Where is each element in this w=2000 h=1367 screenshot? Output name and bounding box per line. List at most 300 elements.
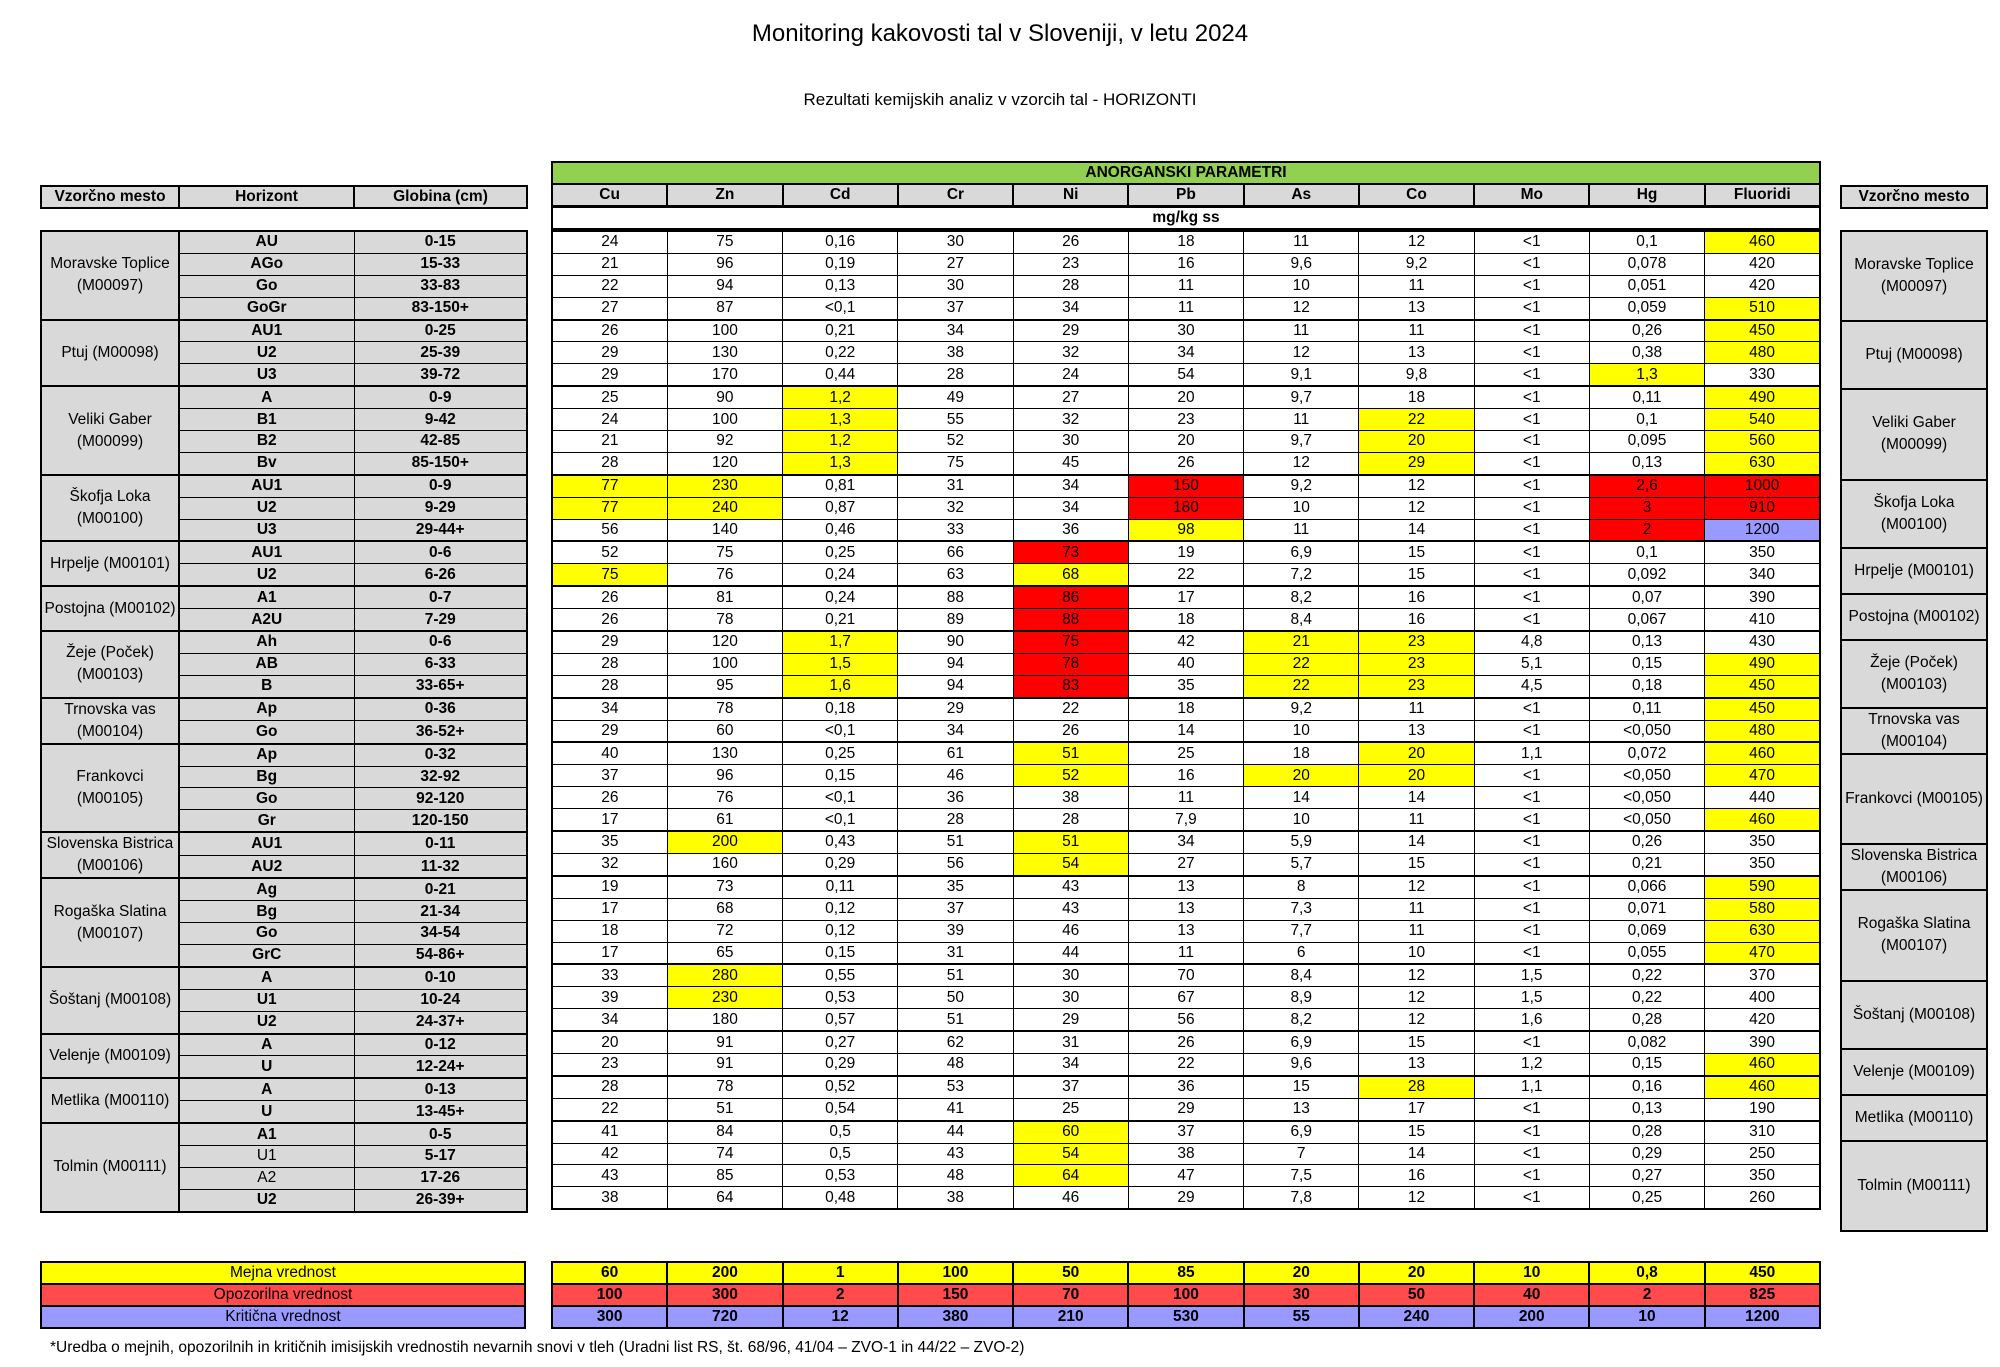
value-as: 9,6 [1244,1053,1359,1075]
unit-label: mg/kg ss [552,207,1820,229]
value-as: 11 [1244,409,1359,431]
horizon-cell: B1 [179,409,354,431]
value-pb: 42 [1128,631,1243,653]
value-cr: 44 [898,1121,1013,1143]
value-ni: 25 [1013,1098,1128,1120]
value-co: 16 [1359,609,1474,631]
value-ni: 60 [1013,1121,1128,1143]
value-cr: 38 [898,342,1013,364]
value-hg: 0,095 [1589,431,1704,453]
value-pb: 22 [1128,564,1243,586]
value-cu: 35 [552,831,667,853]
site-row [41,631,527,653]
horizon-cell: Bg [179,901,354,923]
value-ni: 32 [1013,342,1128,364]
value-pb: 26 [1128,452,1243,474]
value-fluoridi: 580 [1705,898,1820,920]
value-ni: 26 [1013,720,1128,742]
footnote: *Uredba o mejnih, opozorilnih in kritičnih imisijskih vrednostih nevarnih snovi v tleh (Uradni list RS, št. 68/96, 41/04 – ZVO-1 in 44/22 – ZVO-2) [50,1339,1025,1356]
value-mo: <1 [1474,876,1589,898]
value-fluoridi: 460 [1705,809,1820,831]
value-co: 9,2 [1359,253,1474,275]
value-cu: 28 [552,452,667,474]
value-mo: 1,2 [1474,1053,1589,1075]
depth-cell: 24-37+ [354,1011,527,1033]
depth-cell: 11-32 [354,855,527,878]
value-hg: 0,29 [1589,1143,1704,1165]
value-hg: 0,38 [1589,342,1704,364]
depth-cell: 36-52+ [354,721,527,744]
value-co: 15 [1359,853,1474,875]
site-name: Velenje (M00109) [41,1034,179,1079]
value-ni: 34 [1013,497,1128,519]
site-name: Žeje (Poček) (M00103) [41,631,179,698]
value-hg: 0,066 [1589,876,1704,898]
data-row [552,231,1820,253]
value-pb: 37 [1128,1121,1243,1143]
legend-value-fluoridi: 825 [1705,1284,1820,1306]
value-cr: 75 [898,452,1013,474]
site-row [41,967,527,989]
depth-cell: 0-12 [354,1034,527,1056]
value-as: 5,7 [1244,853,1359,875]
value-pb: 11 [1128,297,1243,319]
data-row [552,1121,1820,1143]
value-pb: 17 [1128,586,1243,608]
horizon-cell: U3 [179,519,354,541]
value-mo: <1 [1474,809,1589,831]
value-fluoridi: 410 [1705,609,1820,631]
value-as: 7,3 [1244,898,1359,920]
value-pb: 16 [1128,253,1243,275]
depth-cell: 0-13 [354,1078,527,1100]
value-ni: 36 [1013,519,1128,541]
value-mo: 5,1 [1474,653,1589,675]
value-ni: 78 [1013,653,1128,675]
param-header-co: Co [1359,184,1474,206]
param-header-ni: Ni [1013,184,1128,206]
value-hg: 0,11 [1589,386,1704,408]
value-cd: 0,25 [783,541,898,563]
site-name: Ptuj (M00098) [41,320,179,387]
value-mo: <1 [1474,1143,1589,1165]
value-co: 20 [1359,765,1474,787]
value-cd: 0,87 [783,497,898,519]
value-co: 11 [1359,320,1474,342]
value-fluoridi: 460 [1705,1053,1820,1075]
value-as: 15 [1244,1076,1359,1098]
value-hg: 0,051 [1589,275,1704,297]
value-cr: 94 [898,653,1013,675]
value-cd: 0,24 [783,564,898,586]
value-fluoridi: 480 [1705,720,1820,742]
value-hg: 0,15 [1589,653,1704,675]
site-name: Hrpelje (M00101) [41,541,179,586]
legend-value-cr: 150 [898,1284,1013,1306]
value-fluoridi: 470 [1705,765,1820,787]
value-zn: 94 [667,275,782,297]
value-zn: 65 [667,942,782,964]
value-fluoridi: 260 [1705,1187,1820,1209]
value-pb: 14 [1128,720,1243,742]
value-cu: 17 [552,942,667,964]
legend-value-ni: 50 [1013,1262,1128,1284]
horizon-cell: U1 [179,989,354,1011]
depth-cell: 54-86+ [354,944,527,966]
depth-cell: 120-150 [354,810,527,832]
value-zn: 75 [667,231,782,253]
value-mo: <1 [1474,831,1589,853]
site-name-right: Trnovska vas (M00104) [1841,708,1987,754]
value-pb: 18 [1128,698,1243,720]
value-pb: 67 [1128,987,1243,1009]
value-as: 11 [1244,320,1359,342]
value-zn: 90 [667,386,782,408]
value-pb: 13 [1128,876,1243,898]
value-cu: 23 [552,1053,667,1075]
value-fluoridi: 590 [1705,876,1820,898]
value-cr: 31 [898,475,1013,497]
value-co: 11 [1359,698,1474,720]
data-row [552,586,1820,608]
legend-value-mo: 10 [1474,1262,1589,1284]
value-as: 5,9 [1244,831,1359,853]
depth-cell: 0-15 [354,231,527,253]
legend-value-cd: 12 [783,1306,898,1328]
legend-values [551,1261,1821,1329]
horizon-cell: U2 [179,1189,354,1211]
value-pb: 98 [1128,519,1243,541]
data-row [552,964,1820,986]
value-cu: 20 [552,1031,667,1053]
value-pb: 38 [1128,1143,1243,1165]
value-zn: 100 [667,409,782,431]
value-zn: 240 [667,497,782,519]
value-fluoridi: 510 [1705,297,1820,319]
depth-cell: 92-120 [354,788,527,810]
horizon-cell: AU1 [179,832,354,855]
value-cd: 0,5 [783,1121,898,1143]
depth-cell: 7-29 [354,609,527,631]
depth-cell: 0-25 [354,320,527,342]
site-name: Postojna (M00102) [41,586,179,631]
depth-cell: 32-92 [354,766,527,788]
value-hg: 0,1 [1589,231,1704,253]
value-pb: 150 [1128,475,1243,497]
value-fluoridi: 350 [1705,853,1820,875]
value-cr: 38 [898,1187,1013,1209]
legend-value-zn: 200 [667,1262,782,1284]
value-cd: 0,16 [783,231,898,253]
legend-value-cr: 100 [898,1262,1013,1284]
value-cu: 32 [552,853,667,875]
site-name: Rogaška Slatina (M00107) [41,878,179,967]
value-as: 9,6 [1244,253,1359,275]
value-zn: 60 [667,720,782,742]
value-pb: 22 [1128,1053,1243,1075]
value-mo: <1 [1474,765,1589,787]
value-co: 14 [1359,787,1474,809]
value-zn: 100 [667,320,782,342]
data-row [552,609,1820,631]
data-row [552,1165,1820,1187]
legend-value-ni: 210 [1013,1306,1128,1328]
value-mo: <1 [1474,853,1589,875]
value-ni: 86 [1013,586,1128,608]
value-ni: 88 [1013,609,1128,631]
site-row [41,386,527,408]
value-as: 7,8 [1244,1187,1359,1209]
value-pb: 29 [1128,1098,1243,1120]
value-co: 11 [1359,920,1474,942]
depth-cell: 42-85 [354,431,527,453]
data-row [552,275,1820,297]
depth-cell: 10-24 [354,989,527,1011]
value-zn: 100 [667,653,782,675]
value-mo: <1 [1474,519,1589,541]
value-zn: 85 [667,1165,782,1187]
value-cu: 29 [552,631,667,653]
param-header-mo: Mo [1474,184,1589,206]
legend-value-co: 20 [1359,1262,1474,1284]
value-zn: 81 [667,586,782,608]
data-row [552,409,1820,431]
site-name-right: Žeje (Poček) (M00103) [1841,640,1987,708]
value-as: 7 [1244,1143,1359,1165]
value-fluoridi: 350 [1705,541,1820,563]
value-mo: <1 [1474,1187,1589,1209]
legend-value-cu: 300 [552,1306,667,1328]
data-row [552,475,1820,497]
value-fluoridi: 340 [1705,564,1820,586]
value-cu: 27 [552,297,667,319]
horizon-cell: Go [179,275,354,297]
value-as: 7,7 [1244,920,1359,942]
value-zn: 91 [667,1053,782,1075]
value-as: 21 [1244,631,1359,653]
value-co: 11 [1359,275,1474,297]
legend-value-as: 55 [1244,1306,1359,1328]
depth-cell: 0-9 [354,386,527,408]
value-co: 12 [1359,475,1474,497]
value-mo: <1 [1474,409,1589,431]
value-cd: 0,19 [783,253,898,275]
value-cd: 1,5 [783,653,898,675]
value-as: 6,9 [1244,1121,1359,1143]
data-row [552,1076,1820,1098]
value-cu: 25 [552,386,667,408]
value-cd: 0,55 [783,964,898,986]
site-name-right: Tolmin (M00111) [1841,1141,1987,1231]
value-fluoridi: 460 [1705,742,1820,764]
data-row [552,564,1820,586]
value-cu: 18 [552,920,667,942]
value-ni: 34 [1013,475,1128,497]
value-cd: 0,48 [783,1187,898,1209]
value-cd: 1,3 [783,452,898,474]
value-as: 9,2 [1244,475,1359,497]
value-pb: 30 [1128,320,1243,342]
depth-cell: 26-39+ [354,1189,527,1211]
value-hg: 0,055 [1589,942,1704,964]
value-as: 11 [1244,519,1359,541]
value-zn: 87 [667,297,782,319]
legend-value-as: 20 [1244,1262,1359,1284]
value-as: 7,2 [1244,564,1359,586]
value-pb: 29 [1128,1187,1243,1209]
value-cd: 0,52 [783,1076,898,1098]
value-cd: 0,43 [783,831,898,853]
value-cd: 0,11 [783,876,898,898]
value-as: 22 [1244,675,1359,697]
value-fluoridi: 460 [1705,231,1820,253]
value-ni: 34 [1013,1053,1128,1075]
horizon-cell: A [179,1034,354,1056]
data-table [551,230,1821,1210]
value-cu: 34 [552,1009,667,1031]
value-ni: 43 [1013,898,1128,920]
value-hg: 0,28 [1589,1121,1704,1143]
value-mo: <1 [1474,342,1589,364]
horizon-cell: Bg [179,766,354,788]
value-hg: 0,16 [1589,1076,1704,1098]
depth-cell: 0-7 [354,586,527,608]
value-ni: 29 [1013,320,1128,342]
legend-value-cd: 1 [783,1262,898,1284]
depth-cell: 0-10 [354,967,527,989]
site-name: Šoštanj (M00108) [41,967,179,1034]
legend-value-mo: 40 [1474,1284,1589,1306]
value-pb: 47 [1128,1165,1243,1187]
depth-cell: 0-5 [354,1123,527,1145]
value-as: 6,9 [1244,541,1359,563]
value-as: 7,5 [1244,1165,1359,1187]
value-as: 13 [1244,1098,1359,1120]
value-cr: 61 [898,742,1013,764]
param-row [552,184,1820,206]
value-ni: 30 [1013,964,1128,986]
value-pb: 13 [1128,898,1243,920]
value-cr: 34 [898,720,1013,742]
depth-cell: 9-29 [354,497,527,519]
horizon-cell: GrC [179,944,354,966]
depth-cell: 33-83 [354,275,527,297]
legend-value-cd: 2 [783,1284,898,1306]
value-pb: 54 [1128,364,1243,386]
value-ni: 75 [1013,631,1128,653]
depth-cell: 39-72 [354,364,527,386]
value-co: 12 [1359,497,1474,519]
value-hg: 0,27 [1589,1165,1704,1187]
legend-label: Kritična vrednost [41,1306,525,1328]
value-zn: 96 [667,765,782,787]
value-cu: 17 [552,809,667,831]
value-co: 12 [1359,964,1474,986]
data-row [552,1143,1820,1165]
value-hg: 0,092 [1589,564,1704,586]
value-co: 13 [1359,297,1474,319]
horizon-cell: A [179,1078,354,1100]
value-co: 12 [1359,231,1474,253]
value-fluoridi: 450 [1705,675,1820,697]
value-cd: 0,44 [783,364,898,386]
value-mo: <1 [1474,475,1589,497]
value-zn: 96 [667,253,782,275]
value-cr: 94 [898,675,1013,697]
value-zn: 51 [667,1098,782,1120]
value-cd: <0,1 [783,297,898,319]
value-pb: 20 [1128,386,1243,408]
value-zn: 280 [667,964,782,986]
value-co: 13 [1359,720,1474,742]
value-ni: 28 [1013,809,1128,831]
value-zn: 130 [667,742,782,764]
value-zn: 160 [667,853,782,875]
site-name-right: Frankovci (M00105) [1841,754,1987,844]
value-fluoridi: 630 [1705,452,1820,474]
data-row [552,386,1820,408]
value-cd: 0,15 [783,765,898,787]
value-zn: 130 [667,342,782,364]
params-header [551,161,1821,207]
legend-value-fluoridi: 450 [1705,1262,1820,1284]
depth-cell: 9-42 [354,409,527,431]
value-pb: 26 [1128,1031,1243,1053]
depth-cell: 83-150+ [354,297,527,319]
value-cd: 0,15 [783,942,898,964]
legend-label: Mejna vrednost [41,1262,525,1284]
value-cr: 62 [898,1031,1013,1053]
data-row [552,519,1820,541]
value-fluoridi: 330 [1705,364,1820,386]
value-cr: 63 [898,564,1013,586]
value-cu: 43 [552,1165,667,1187]
value-hg: <0,050 [1589,720,1704,742]
site-name-right: Hrpelje (M00101) [1841,548,1987,594]
data-row [552,631,1820,653]
value-as: 8,2 [1244,586,1359,608]
value-pb: 18 [1128,609,1243,631]
value-mo: <1 [1474,497,1589,519]
value-ni: 64 [1013,1165,1128,1187]
value-as: 8 [1244,876,1359,898]
value-zn: 76 [667,564,782,586]
value-ni: 34 [1013,297,1128,319]
value-as: 22 [1244,653,1359,675]
value-co: 20 [1359,431,1474,453]
value-fluoridi: 440 [1705,787,1820,809]
value-cu: 52 [552,541,667,563]
value-hg: 3 [1589,497,1704,519]
value-zn: 230 [667,987,782,1009]
legend-value-fluoridi: 1200 [1705,1306,1820,1328]
value-mo: <1 [1474,564,1589,586]
value-cd: 0,54 [783,1098,898,1120]
data-row [552,653,1820,675]
value-cu: 77 [552,475,667,497]
value-cu: 21 [552,431,667,453]
value-cu: 77 [552,497,667,519]
value-fluoridi: 430 [1705,631,1820,653]
value-ni: 51 [1013,831,1128,853]
site-row [41,878,527,900]
value-cu: 29 [552,720,667,742]
value-zn: 230 [667,475,782,497]
value-as: 10 [1244,275,1359,297]
horizon-cell: B [179,675,354,697]
value-co: 14 [1359,519,1474,541]
value-cr: 51 [898,831,1013,853]
